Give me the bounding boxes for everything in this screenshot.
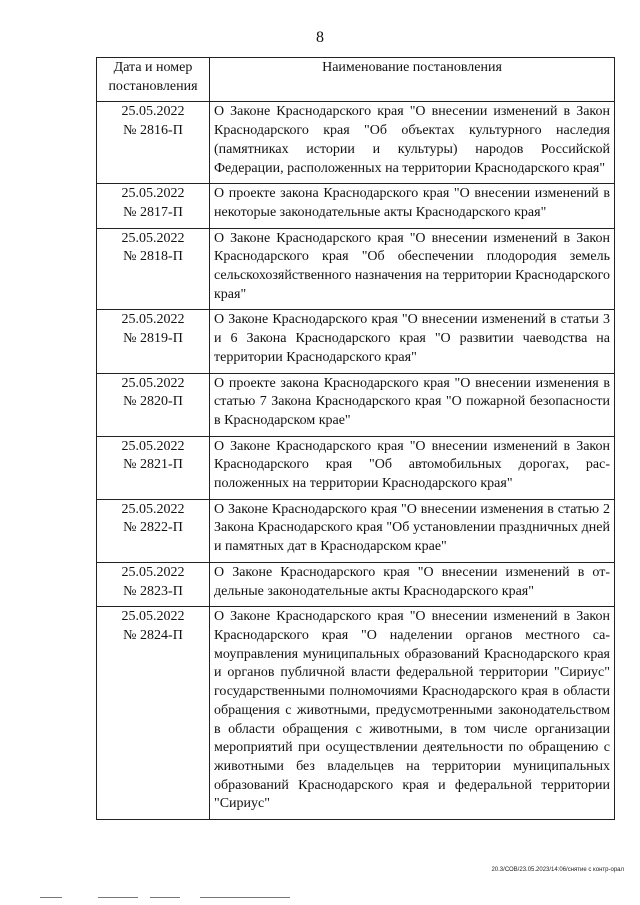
scan-mark (40, 897, 62, 898)
decree-date-cell (97, 373, 210, 436)
decree-number: № 2817-П (123, 204, 183, 220)
decree-number: № 2822-П (123, 520, 183, 536)
decree-number: № 2821-П (123, 457, 183, 473)
scan-edge-marks (0, 885, 640, 905)
decree-date-cell (97, 607, 210, 820)
decree-number: № 2824-П (123, 627, 183, 643)
decree-title: О Законе Краснодарского края "О внесении изменений в отдельные законодательные акты Краснодарского края" (210, 562, 615, 606)
decree-number: № 2818-П (123, 249, 183, 265)
decree-title: О Законе Краснодарского края "О внесении изменения в статью 2 Закона Краснодарского края "Об установлении праздничных дней и памятных дат в Краснодарском крае" (210, 499, 615, 562)
decree-date: 25.05.2022 (121, 564, 185, 580)
decree-date-cell (97, 499, 210, 562)
scan-mark (200, 897, 290, 898)
table-row (97, 184, 615, 228)
page-number: 8 (316, 29, 324, 46)
decree-number: № 2820-П (123, 394, 183, 410)
decree-title: О проекте закона Краснодарского края "О внесении изменения в статью 7 Закона Краснодарского края "О пожарной безопасности в Краснодарском крае" (210, 373, 615, 436)
table-header-row (97, 58, 615, 102)
decree-title: О Законе Краснодарского края "О внесении изменений в статьи 3 и 6 Закона Краснодарского края "О развитии чаеводства на территории Краснодарского края" (210, 310, 615, 373)
date-header-line2: постановления (108, 78, 198, 94)
decree-date: 25.05.2022 (121, 186, 185, 202)
decree-date: 25.05.2022 (121, 104, 185, 120)
decree-title: О Законе Краснодарского края "О внесении изменений в Закон Краснодарского края "О наделении органов местного самоуправления муниципальных образований Краснодарского края и органов публичной власти федеральной территории "Сириус" государственными полномочиями Краснодарского края в области обращения с животными, предусмотренными законодательством в области обращения с животными, в том числе организации мероприятий при осуществлении деятельности по обращению с животными без владельцев на территории муниципальных образований Краснодарского края и федеральной территории "Сириус" (210, 607, 615, 820)
decree-date: 25.05.2022 (121, 501, 185, 517)
table-row (97, 607, 615, 820)
decree-date: 25.05.2022 (121, 312, 185, 328)
table-body (97, 102, 615, 820)
table-row (97, 228, 615, 310)
decree-date-cell (97, 562, 210, 606)
table-row (97, 499, 615, 562)
scan-mark (150, 897, 180, 898)
date-header-line1: Дата и номер (113, 60, 193, 75)
decree-title: О Законе Краснодарского края "О внесении изменений в Закон Краснодарского края "Об обеспечении плодородия земель сельскохозяйственного назначения на территории Краснодарского края" (210, 228, 615, 310)
table-row (97, 436, 615, 499)
decree-date-cell (97, 184, 210, 228)
decree-date-cell (97, 310, 210, 373)
table-row (97, 373, 615, 436)
decree-title: О проекте закона Краснодарского края "О внесении изменений в некоторые законодательные акты Краснодарского края" (210, 184, 615, 228)
name-column-header: Наименование постановления (210, 58, 615, 102)
decree-date-cell (97, 436, 210, 499)
decree-date-cell (97, 102, 210, 184)
scan-mark (98, 897, 138, 898)
decree-title: О Законе Краснодарского края "О внесении изменений в Закон Краснодарского края "Об автомобильных дорогах, расположенных на территории Краснодарского края" (210, 436, 615, 499)
table-row (97, 310, 615, 373)
decree-number: № 2816-П (123, 123, 183, 139)
document-footer-code: 20.3/СОВ/23.05.2023/14:06/снятие с контр-орал (491, 867, 624, 873)
decree-date: 25.05.2022 (121, 375, 185, 391)
decree-title: О Законе Краснодарского края "О внесении изменений в Закон Краснодарского края "Об объектах культурного наследия (памятниках истории и культуры) народов Российской Федерации, расположенных на территории Краснодарского края" (210, 102, 615, 184)
table-row (97, 562, 615, 606)
decree-date-cell (97, 228, 210, 310)
decree-number: № 2819-П (123, 331, 183, 347)
decree-date: 25.05.2022 (121, 438, 185, 454)
date-column-header (97, 58, 210, 102)
table-row (97, 102, 615, 184)
decrees-table (96, 57, 615, 820)
decree-date: 25.05.2022 (121, 609, 185, 625)
decree-date: 25.05.2022 (121, 230, 185, 246)
decree-number: № 2823-П (123, 583, 183, 599)
